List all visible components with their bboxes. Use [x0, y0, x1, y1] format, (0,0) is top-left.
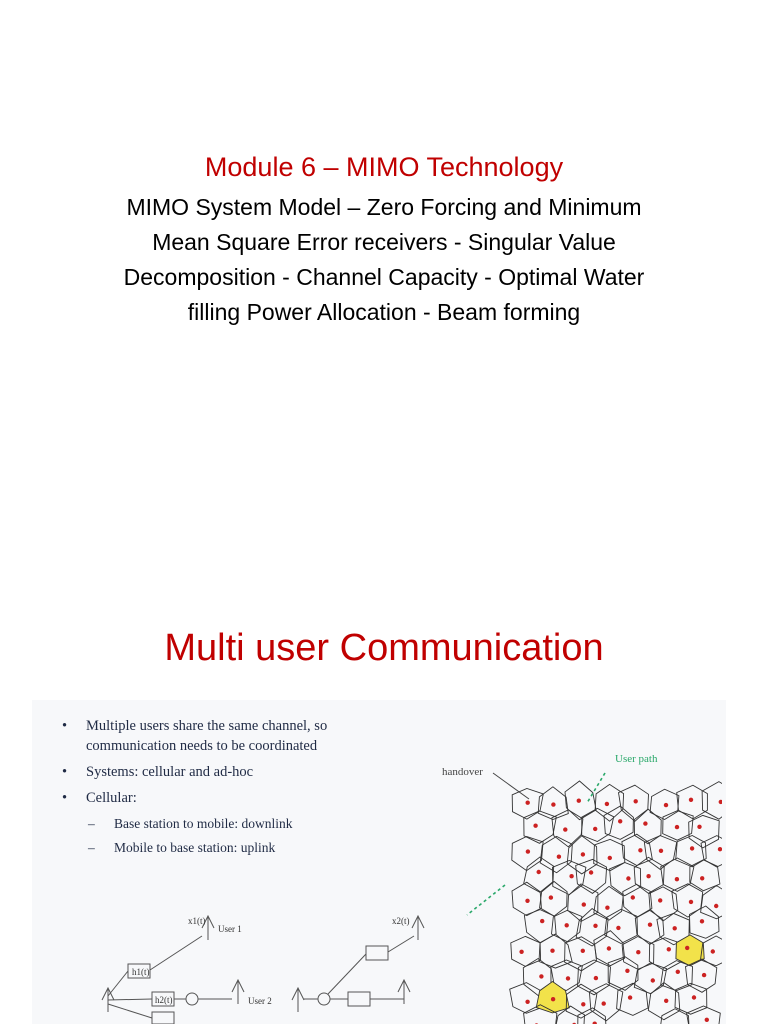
base-station-dot: [697, 825, 701, 829]
cell: [576, 859, 607, 893]
antenna-icon: [398, 980, 410, 1004]
base-station-dot: [557, 855, 561, 859]
base-station-dot: [602, 1001, 606, 1005]
section-title: Multi user Communication: [164, 627, 604, 669]
base-station-dot: [675, 877, 679, 881]
bullet-text: • Cellular:: [86, 790, 137, 806]
antenna-icon: [232, 980, 244, 1004]
base-station-dot: [631, 895, 635, 899]
module-description: [60, 190, 708, 330]
base-station-dot: [692, 995, 696, 999]
cell: [524, 811, 557, 843]
base-station-dot: [648, 923, 652, 927]
base-station-dot: [519, 950, 523, 954]
base-station-dot: [651, 978, 655, 982]
cell: [605, 909, 638, 943]
cell: [660, 1009, 689, 1024]
base-station-dot: [533, 824, 537, 828]
base-station-dot: [577, 799, 581, 803]
cell: [608, 957, 638, 991]
base-station-dot: [711, 949, 715, 953]
base-station-dot: [539, 974, 543, 978]
cell: [689, 815, 720, 848]
antenna-icon: [292, 988, 304, 1012]
handover-label: handover: [442, 766, 483, 778]
cell: [589, 984, 622, 1021]
cell: [540, 836, 572, 872]
handover-pointer: [493, 773, 529, 799]
base-station-dot: [675, 825, 679, 829]
downlink-uplink-diagram: [92, 900, 432, 1024]
base-station-dot: [638, 848, 642, 852]
base-station-dot: [550, 949, 554, 953]
base-station-dot: [566, 976, 570, 980]
base-station-dot: [616, 926, 620, 930]
base-station-dot: [643, 821, 647, 825]
base-station-dot: [685, 946, 689, 950]
base-station-dot: [608, 856, 612, 860]
cell: [595, 784, 624, 821]
base-station-dot: [702, 973, 706, 977]
bullet-item: [58, 788, 418, 808]
sum-node: [186, 993, 198, 1005]
base-station-dot: [646, 874, 650, 878]
base-station-dot: [625, 969, 629, 973]
cell: [553, 861, 586, 895]
sub-bullet-downlink: – Base station to mobile: downlink: [58, 814, 418, 834]
base-station-dot: [705, 1018, 709, 1022]
cell: [576, 909, 608, 946]
cell: [676, 836, 707, 867]
cell: [578, 1008, 607, 1024]
base-station-dot: [551, 802, 555, 806]
cell: [552, 810, 583, 847]
base-station-dot: [628, 995, 632, 999]
base-station-dot: [667, 947, 671, 951]
base-station-dot: [607, 946, 611, 950]
base-station-dot: [582, 902, 586, 906]
cell: [702, 782, 722, 820]
cell: [701, 836, 722, 867]
base-station-dot: [605, 906, 609, 910]
base-station-dot: [673, 926, 677, 930]
description-line: MIMO System Model – Zero Forcing and Minimum: [126, 194, 642, 220]
base-station-dot: [626, 876, 630, 880]
label-x1: x1(t): [188, 916, 206, 926]
cell-grid: [510, 781, 722, 1024]
cell: [676, 935, 704, 966]
user-path-arrow: [467, 773, 605, 915]
description-line: Mean Square Error receivers - Singular Value: [152, 229, 616, 255]
base-station-dot: [700, 919, 704, 923]
cell: [634, 809, 661, 844]
base-station-dot: [719, 800, 722, 804]
base-station-dot: [689, 900, 693, 904]
cell: [661, 858, 694, 891]
base-station-dot: [605, 802, 609, 806]
multi-user-figure: [32, 700, 726, 1024]
sum-node: [318, 993, 330, 1005]
bullet-text: • Systems: cellular and ad-hoc: [86, 764, 254, 780]
base-station-dot: [664, 999, 668, 1003]
base-station-dot: [540, 919, 544, 923]
bullet-item: [58, 762, 418, 782]
label-user1: User 1: [218, 924, 242, 934]
base-station-dot: [690, 846, 694, 850]
base-station-dot: [549, 895, 553, 899]
base-station-dot: [700, 876, 704, 880]
base-station-dot: [563, 827, 567, 831]
base-station-dot: [676, 970, 680, 974]
cell: [582, 808, 614, 841]
base-station-dot: [634, 799, 638, 803]
base-station-dot: [526, 801, 530, 805]
base-station-dot: [525, 899, 529, 903]
label-x2: x2(t): [392, 916, 410, 926]
cell: [690, 906, 720, 938]
base-station-dot: [658, 898, 662, 902]
bullet-text: communication needs to be coordinated: [86, 738, 318, 754]
cell: [623, 884, 652, 917]
base-station-dot: [589, 870, 593, 874]
user-path-label: User path: [615, 753, 658, 765]
base-station-dot: [659, 849, 663, 853]
base-station-dot: [714, 904, 718, 908]
base-station-dot: [581, 949, 585, 953]
base-station-dot: [569, 874, 573, 878]
bullet-item: [58, 716, 418, 756]
base-station-dot: [525, 1000, 529, 1004]
bullet-list: [58, 716, 418, 862]
base-station-dot: [565, 923, 569, 927]
base-station-dot: [537, 870, 541, 874]
cellular-voronoi-diagram: [437, 745, 722, 1024]
cell: [511, 936, 541, 966]
base-station-dot: [718, 847, 722, 851]
label-user2: User 2: [248, 996, 272, 1006]
base-station-dot: [594, 976, 598, 980]
label-h1: h1(t): [132, 967, 150, 977]
cell: [510, 983, 542, 1014]
base-station-dot: [636, 950, 640, 954]
sub-bullet-uplink: – Mobile to base station: uplink: [58, 838, 418, 858]
cell: [675, 983, 707, 1014]
base-station-dot: [581, 1002, 585, 1006]
base-station-dot: [664, 803, 668, 807]
base-station-dot: [593, 924, 597, 928]
base-station-dot: [618, 819, 622, 823]
label-h2: h2(t): [155, 995, 173, 1005]
base-station-dot: [689, 798, 693, 802]
base-station-dot: [593, 827, 597, 831]
cell: [594, 839, 625, 870]
description-line: Decomposition - Channel Capacity - Optimal Water: [123, 264, 645, 290]
bullet-text: • Multiple users share the same channel, so: [86, 718, 328, 734]
module-title: Module 6 – MIMO Technology: [204, 152, 564, 182]
base-station-dot: [526, 849, 530, 853]
description-line: filling Power Allocation - Beam forming: [187, 299, 581, 325]
base-station-dot: [581, 852, 585, 856]
base-station-dot: [551, 997, 555, 1001]
